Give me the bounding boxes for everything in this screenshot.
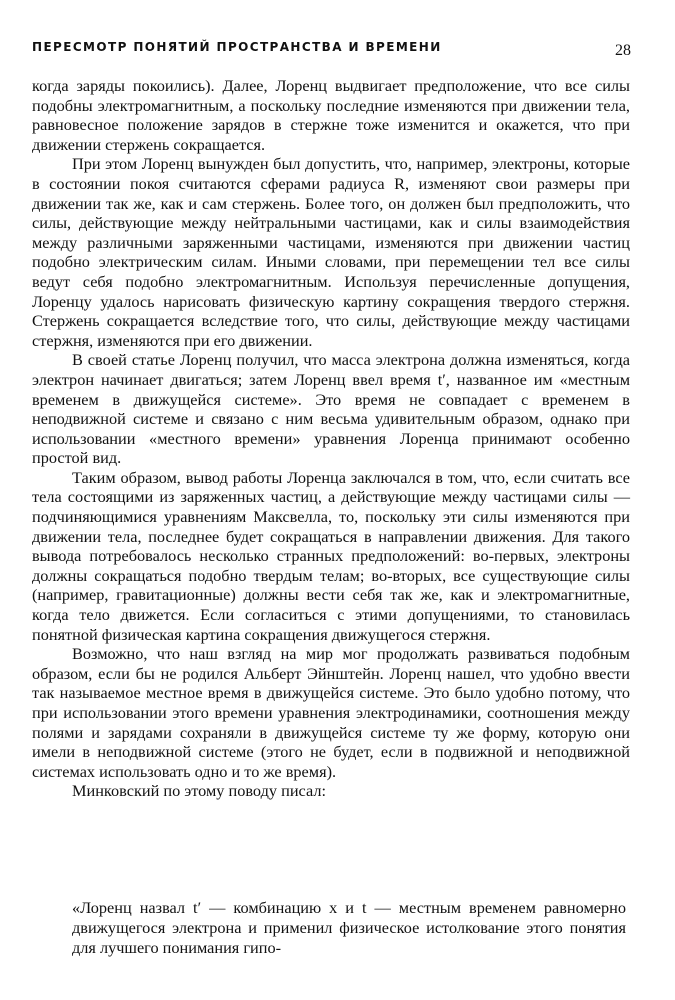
paragraph-3: В своей статье Лоренц получил, что масса электрона должна изменяться, когда электрон начинает двигаться; затем Лоренц ввел время t′, названное им «местным временем в движущейся системе». Это время не совпадает с временем в неподвижной системе и связано с ним весьма удивительным образом, однако при использовании «местного времени» уравнения Лоренца принимают особенно простой вид. — [32, 350, 630, 468]
page-number: 28 — [615, 42, 631, 59]
running-header: ПЕРЕСМОТР ПОНЯТИЙ ПРОСТРАНСТВА И ВРЕМЕНИ — [32, 40, 442, 54]
paragraph-1: когда заряды покоились). Далее, Лоренц выдвигает предположение, что все силы подобны электромагнитным, а поскольку последние изменяются при движении тела, равновесное положение зарядов в стержне тоже изменится и окажется, что при движении стержень сокращается. — [32, 76, 630, 154]
paragraph-6: Минковский по этому поводу писал: — [72, 781, 326, 801]
body-text — [32, 76, 630, 801]
paragraph-2: При этом Лоренц вынужден был допустить, что, например, электроны, которые в состоянии покоя считаются сферами радиуса R, изменяют свои размеры при движении так же, как и сам стержень. Более того, он должен был предположить, что силы, действующие между нейтральными частицами, как и силы взаимодействия между различными заряженными частицами, изменяются при движении частиц подобно электрическим силам. Иными словами, при перемещении тел все силы ведут себя подобно электромагнитным. Используя перечисленные допущения, Лоренцу удалось нарисовать физическую картину сокращения твердого стержня. Стержень сокращается вследствие того, что силы, действующие между частицами стержня, изменяются при его движении. — [32, 154, 630, 350]
block-quote — [72, 898, 626, 958]
quote-text: «Лоренц назвал t′ — комбинацию x и t — местным временем равномерно движущегося электрона и применил физическое истолкование этого понятия для лучшего понимания гипо- — [72, 898, 626, 957]
paragraph-5: Возможно, что наш взгляд на мир мог продолжать развиваться подобным образом, если бы не родился Альберт Эйнштейн. Лоренц нашел, что удобно ввести так называемое местное время в движущейся системе. Это было удобно потому, что при использовании этого времени уравнения электродинамики, соотношения между полями и зарядами сохраняли в движущейся системе ту же форму, которую они имели в неподвижной системе (этого не будет, если в подвижной и неподвижной системах использовать одно и то же время). — [32, 644, 630, 781]
paragraph-4: Таким образом, вывод работы Лоренца заключался в том, что, если считать все тела состоящими из заряженных частиц, а действующие между частицами силы — подчиняющимися уравнениям Максвелла, то, поскольку эти силы изменяются при движении тела, последнее будет сокращаться в направлении движения. Для такого вывода потребовалось несколько странных предположений: во-первых, электроны должны сокращаться подобно твердым телам; во-вторых, все существующие силы (например, гравитационные) должны вести себя так же, как и электромагнитные, когда тело движется. Если согласиться с этими допущениями, то становилась понятной физическая картина сокращения движущегося стержня. — [32, 467, 630, 644]
